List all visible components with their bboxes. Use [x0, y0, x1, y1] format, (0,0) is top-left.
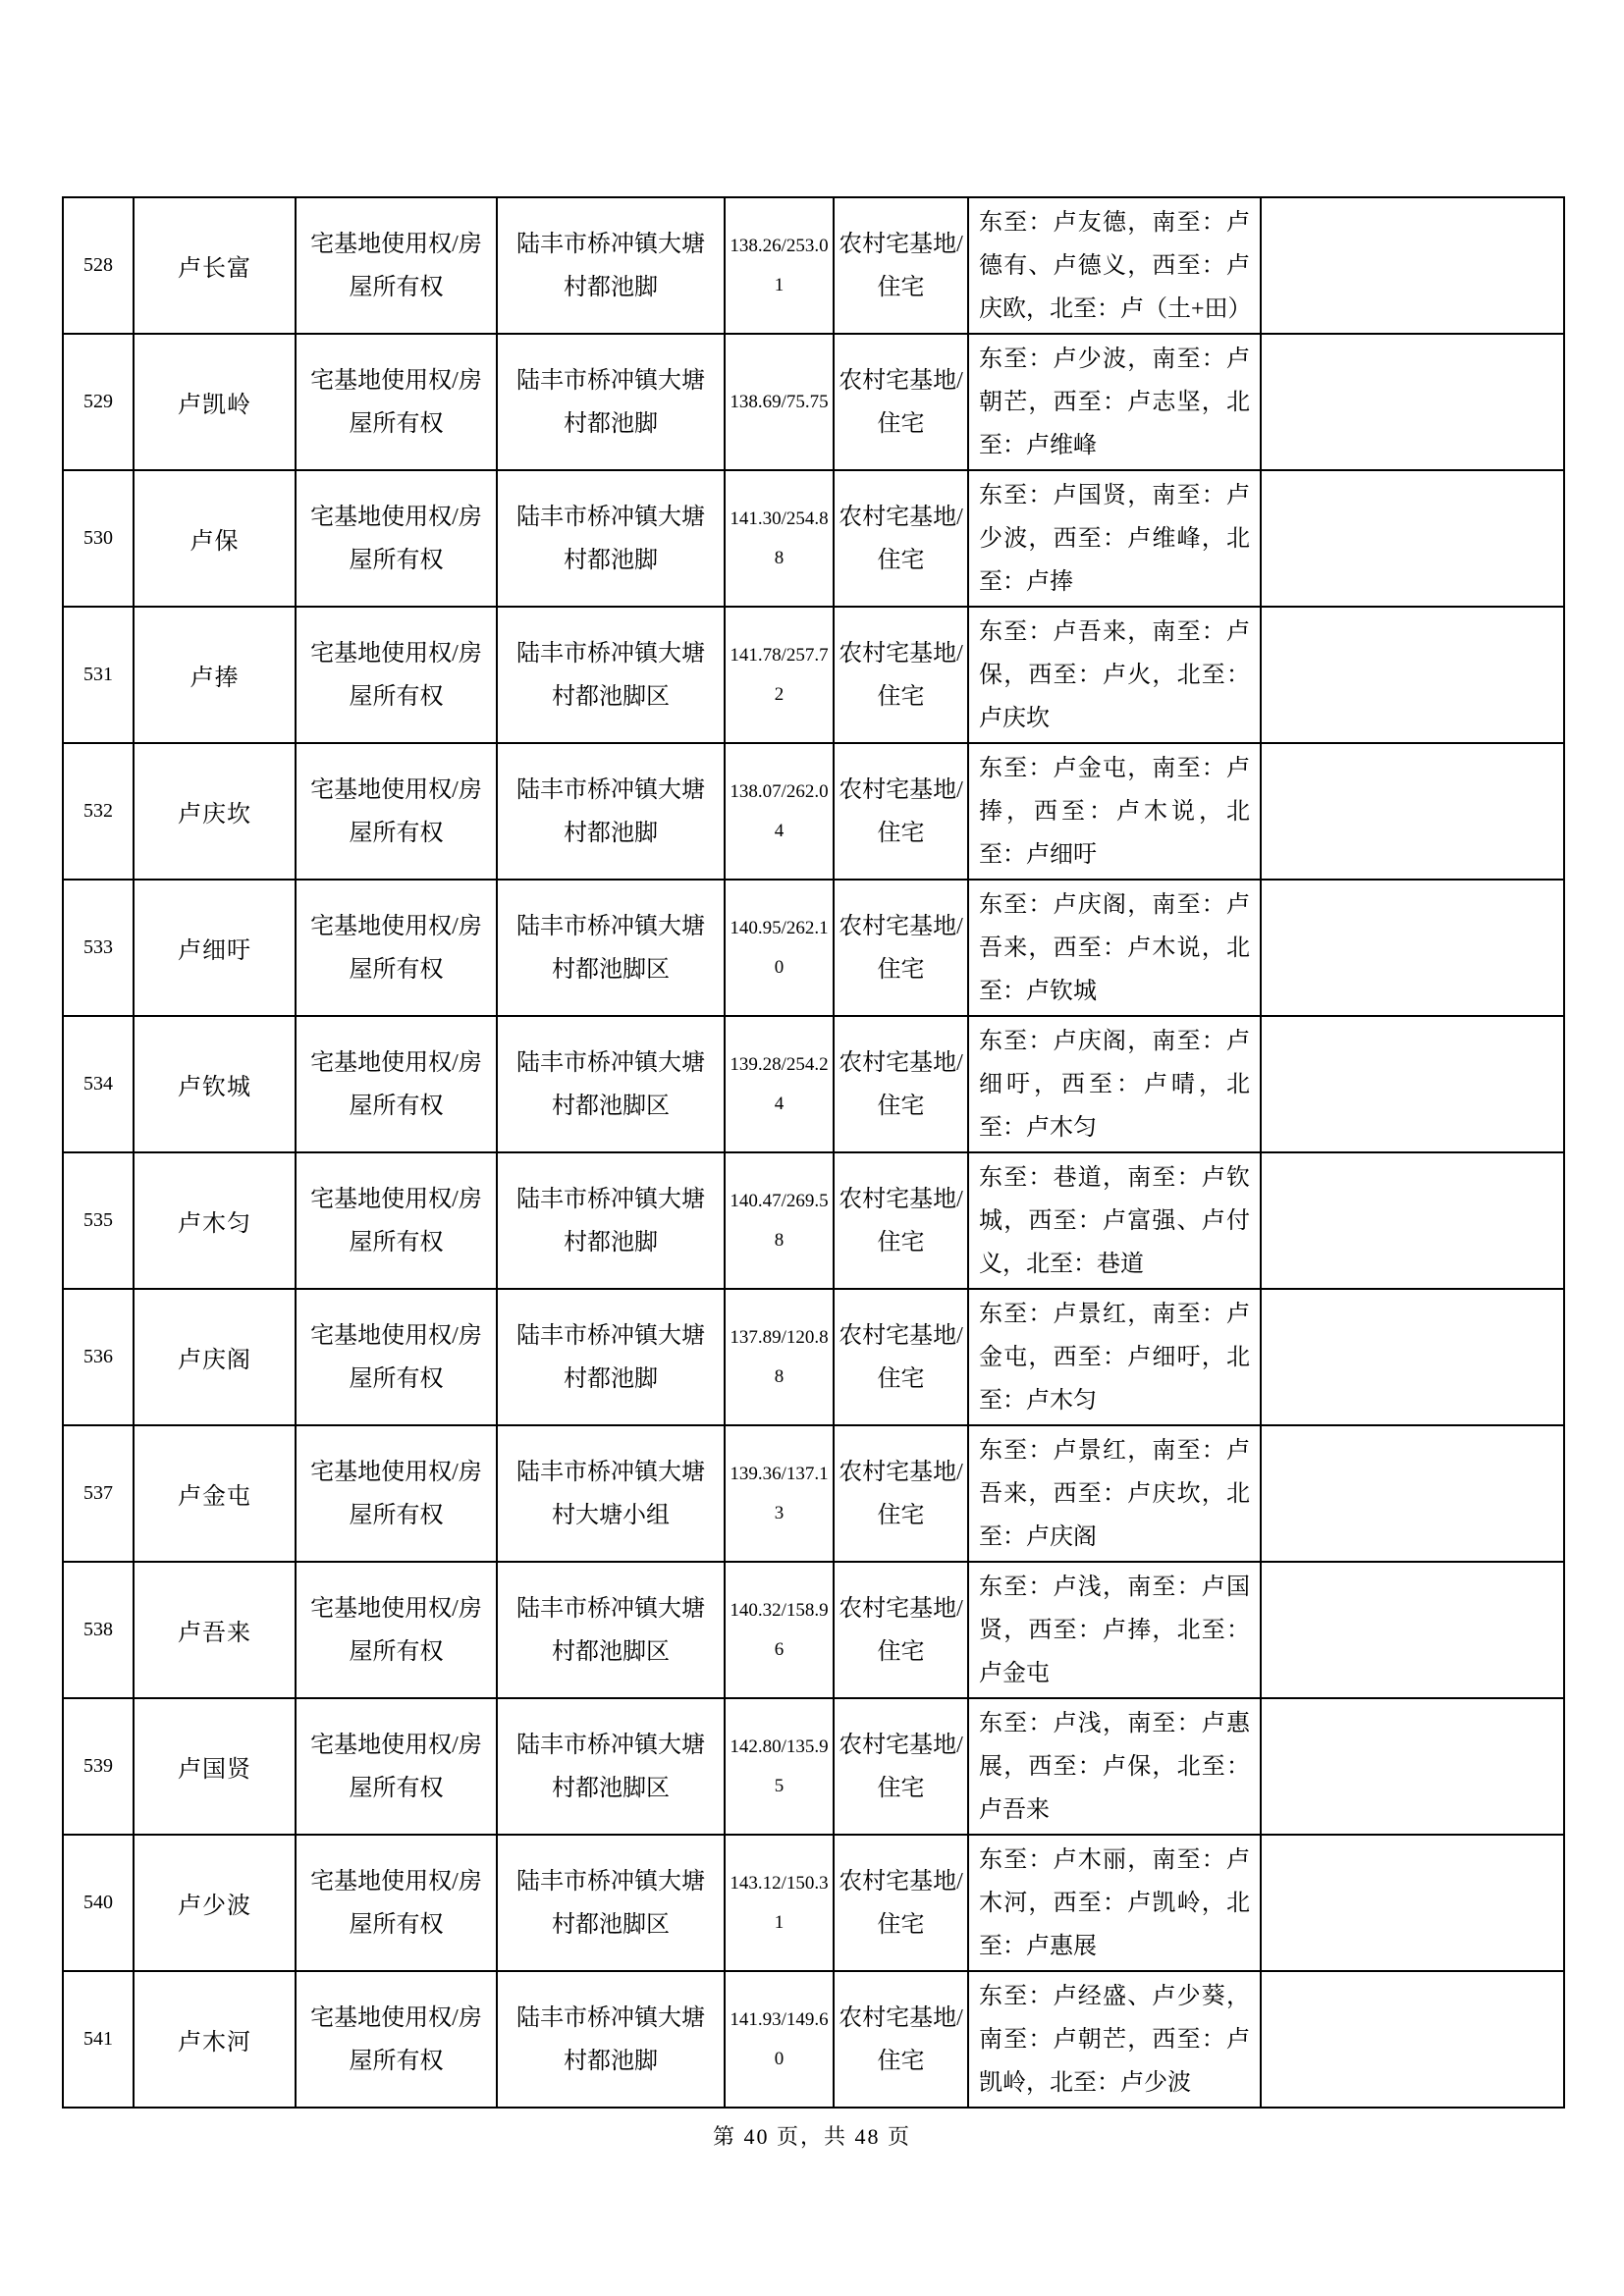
location-cell: 陆丰市桥冲镇大塘村都池脚 [497, 334, 725, 470]
coordinate-area-cell: 139.28/254.24 [725, 1016, 834, 1152]
rights-type-cell: 宅基地使用权/房屋所有权 [296, 1425, 497, 1562]
boundaries-cell: 东至：卢经盛、卢少葵，南至：卢朝芒，西至：卢凯岭，北至：卢少波 [968, 1971, 1261, 2108]
table-row [63, 470, 1564, 607]
rights-type-cell: 宅基地使用权/房屋所有权 [296, 607, 497, 743]
rights-type-cell: 宅基地使用权/房屋所有权 [296, 1562, 497, 1698]
coordinate-area-cell: 138.69/75.75 [725, 334, 834, 470]
boundaries-cell: 东至：卢吾来，南至：卢保，西至：卢火，北至：卢庆坎 [968, 607, 1261, 743]
table-row [63, 197, 1564, 334]
row-number-cell: 532 [63, 743, 134, 880]
rights-type-cell: 宅基地使用权/房屋所有权 [296, 743, 497, 880]
row-number-cell: 539 [63, 1698, 134, 1835]
owner-name-cell: 卢少波 [134, 1835, 296, 1971]
remarks-cell [1261, 1698, 1564, 1835]
remarks-cell [1261, 743, 1564, 880]
remarks-cell [1261, 880, 1564, 1016]
table-row [63, 1562, 1564, 1698]
land-use-type-cell: 农村宅基地/住宅 [834, 1289, 968, 1425]
location-cell: 陆丰市桥冲镇大塘村都池脚区 [497, 1835, 725, 1971]
rights-type-cell: 宅基地使用权/房屋所有权 [296, 1835, 497, 1971]
remarks-cell [1261, 1971, 1564, 2108]
coordinate-area-cell: 140.47/269.58 [725, 1152, 834, 1289]
land-rights-table [62, 196, 1565, 2109]
table-row [63, 607, 1564, 743]
row-number-cell: 540 [63, 1835, 134, 1971]
table-row [63, 1425, 1564, 1562]
table-row [63, 743, 1564, 880]
land-use-type-cell: 农村宅基地/住宅 [834, 880, 968, 1016]
location-cell: 陆丰市桥冲镇大塘村都池脚区 [497, 1016, 725, 1152]
coordinate-area-cell: 141.30/254.88 [725, 470, 834, 607]
coordinate-area-cell: 138.26/253.01 [725, 197, 834, 334]
table-row [63, 334, 1564, 470]
boundaries-cell: 东至：卢景红，南至：卢吾来，西至：卢庆坎，北至：卢庆阁 [968, 1425, 1261, 1562]
location-cell: 陆丰市桥冲镇大塘村都池脚区 [497, 1698, 725, 1835]
row-number-cell: 541 [63, 1971, 134, 2108]
table-row [63, 1016, 1564, 1152]
boundaries-cell: 东至：卢国贤，南至：卢少波，西至：卢维峰，北至：卢捧 [968, 470, 1261, 607]
location-cell: 陆丰市桥冲镇大塘村都池脚 [497, 1152, 725, 1289]
table-row [63, 1835, 1564, 1971]
land-use-type-cell: 农村宅基地/住宅 [834, 743, 968, 880]
rights-type-cell: 宅基地使用权/房屋所有权 [296, 197, 497, 334]
table-body [63, 197, 1564, 2108]
boundaries-cell: 东至：卢庆阁，南至：卢细吁，西至：卢晴，北至：卢木匀 [968, 1016, 1261, 1152]
rights-type-cell: 宅基地使用权/房屋所有权 [296, 880, 497, 1016]
coordinate-area-cell: 141.78/257.72 [725, 607, 834, 743]
boundaries-cell: 东至：巷道，南至：卢钦城，西至：卢富强、卢付义，北至：巷道 [968, 1152, 1261, 1289]
owner-name-cell: 卢木匀 [134, 1152, 296, 1289]
rights-type-cell: 宅基地使用权/房屋所有权 [296, 334, 497, 470]
land-use-type-cell: 农村宅基地/住宅 [834, 1971, 968, 2108]
owner-name-cell: 卢保 [134, 470, 296, 607]
table-row [63, 1152, 1564, 1289]
land-use-type-cell: 农村宅基地/住宅 [834, 1562, 968, 1698]
row-number-cell: 531 [63, 607, 134, 743]
coordinate-area-cell: 137.89/120.88 [725, 1289, 834, 1425]
owner-name-cell: 卢国贤 [134, 1698, 296, 1835]
remarks-cell [1261, 1835, 1564, 1971]
land-use-type-cell: 农村宅基地/住宅 [834, 1698, 968, 1835]
table-row [63, 1971, 1564, 2108]
rights-type-cell: 宅基地使用权/房屋所有权 [296, 470, 497, 607]
remarks-cell [1261, 470, 1564, 607]
location-cell: 陆丰市桥冲镇大塘村都池脚 [497, 197, 725, 334]
rights-type-cell: 宅基地使用权/房屋所有权 [296, 1016, 497, 1152]
land-use-type-cell: 农村宅基地/住宅 [834, 197, 968, 334]
boundaries-cell: 东至：卢浅，南至：卢惠展，西至：卢保，北至：卢吾来 [968, 1698, 1261, 1835]
coordinate-area-cell: 142.80/135.95 [725, 1698, 834, 1835]
owner-name-cell: 卢捧 [134, 607, 296, 743]
location-cell: 陆丰市桥冲镇大塘村都池脚 [497, 470, 725, 607]
row-number-cell: 529 [63, 334, 134, 470]
owner-name-cell: 卢细吁 [134, 880, 296, 1016]
remarks-cell [1261, 1425, 1564, 1562]
rights-type-cell: 宅基地使用权/房屋所有权 [296, 1289, 497, 1425]
location-cell: 陆丰市桥冲镇大塘村都池脚区 [497, 1562, 725, 1698]
row-number-cell: 534 [63, 1016, 134, 1152]
land-use-type-cell: 农村宅基地/住宅 [834, 1425, 968, 1562]
remarks-cell [1261, 607, 1564, 743]
rights-type-cell: 宅基地使用权/房屋所有权 [296, 1152, 497, 1289]
location-cell: 陆丰市桥冲镇大塘村大塘小组 [497, 1425, 725, 1562]
owner-name-cell: 卢凯岭 [134, 334, 296, 470]
remarks-cell [1261, 1562, 1564, 1698]
coordinate-area-cell: 141.93/149.60 [725, 1971, 834, 2108]
row-number-cell: 530 [63, 470, 134, 607]
coordinate-area-cell: 140.95/262.10 [725, 880, 834, 1016]
boundaries-cell: 东至：卢浅，南至：卢国贤，西至：卢捧，北至：卢金屯 [968, 1562, 1261, 1698]
row-number-cell: 535 [63, 1152, 134, 1289]
page-footer: 第 40 页，共 48 页 [712, 2124, 911, 2149]
coordinate-area-cell: 143.12/150.31 [725, 1835, 834, 1971]
land-use-type-cell: 农村宅基地/住宅 [834, 470, 968, 607]
rights-type-cell: 宅基地使用权/房屋所有权 [296, 1698, 497, 1835]
boundaries-cell: 东至：卢少波，南至：卢朝芒，西至：卢志坚，北至：卢维峰 [968, 334, 1261, 470]
boundaries-cell: 东至：卢庆阁，南至：卢吾来，西至：卢木说，北至：卢钦城 [968, 880, 1261, 1016]
owner-name-cell: 卢庆坎 [134, 743, 296, 880]
boundaries-cell: 东至：卢友德，南至：卢德有、卢德义，西至：卢庆欧，北至：卢（土+田） [968, 197, 1261, 334]
location-cell: 陆丰市桥冲镇大塘村都池脚 [497, 743, 725, 880]
location-cell: 陆丰市桥冲镇大塘村都池脚区 [497, 880, 725, 1016]
land-use-type-cell: 农村宅基地/住宅 [834, 607, 968, 743]
location-cell: 陆丰市桥冲镇大塘村都池脚 [497, 1289, 725, 1425]
rights-type-cell: 宅基地使用权/房屋所有权 [296, 1971, 497, 2108]
land-use-type-cell: 农村宅基地/住宅 [834, 1016, 968, 1152]
location-cell: 陆丰市桥冲镇大塘村都池脚区 [497, 607, 725, 743]
owner-name-cell: 卢木河 [134, 1971, 296, 2108]
owner-name-cell: 卢吾来 [134, 1562, 296, 1698]
owner-name-cell: 卢钦城 [134, 1016, 296, 1152]
remarks-cell [1261, 1289, 1564, 1425]
row-number-cell: 538 [63, 1562, 134, 1698]
row-number-cell: 533 [63, 880, 134, 1016]
coordinate-area-cell: 139.36/137.13 [725, 1425, 834, 1562]
land-use-type-cell: 农村宅基地/住宅 [834, 334, 968, 470]
coordinate-area-cell: 140.32/158.96 [725, 1562, 834, 1698]
row-number-cell: 536 [63, 1289, 134, 1425]
boundaries-cell: 东至：卢木丽，南至：卢木河，西至：卢凯岭，北至：卢惠展 [968, 1835, 1261, 1971]
boundaries-cell: 东至：卢金屯，南至：卢捧，西至：卢木说，北至：卢细吁 [968, 743, 1261, 880]
land-use-type-cell: 农村宅基地/住宅 [834, 1835, 968, 1971]
remarks-cell [1261, 1152, 1564, 1289]
owner-name-cell: 卢庆阁 [134, 1289, 296, 1425]
row-number-cell: 528 [63, 197, 134, 334]
table-row [63, 1698, 1564, 1835]
land-use-type-cell: 农村宅基地/住宅 [834, 1152, 968, 1289]
coordinate-area-cell: 138.07/262.04 [725, 743, 834, 880]
table-row [63, 880, 1564, 1016]
row-number-cell: 537 [63, 1425, 134, 1562]
remarks-cell [1261, 1016, 1564, 1152]
boundaries-cell: 东至：卢景红，南至：卢金屯，西至：卢细吁，北至：卢木匀 [968, 1289, 1261, 1425]
table-row [63, 1289, 1564, 1425]
remarks-cell [1261, 197, 1564, 334]
owner-name-cell: 卢金屯 [134, 1425, 296, 1562]
owner-name-cell: 卢长富 [134, 197, 296, 334]
location-cell: 陆丰市桥冲镇大塘村都池脚 [497, 1971, 725, 2108]
remarks-cell [1261, 334, 1564, 470]
